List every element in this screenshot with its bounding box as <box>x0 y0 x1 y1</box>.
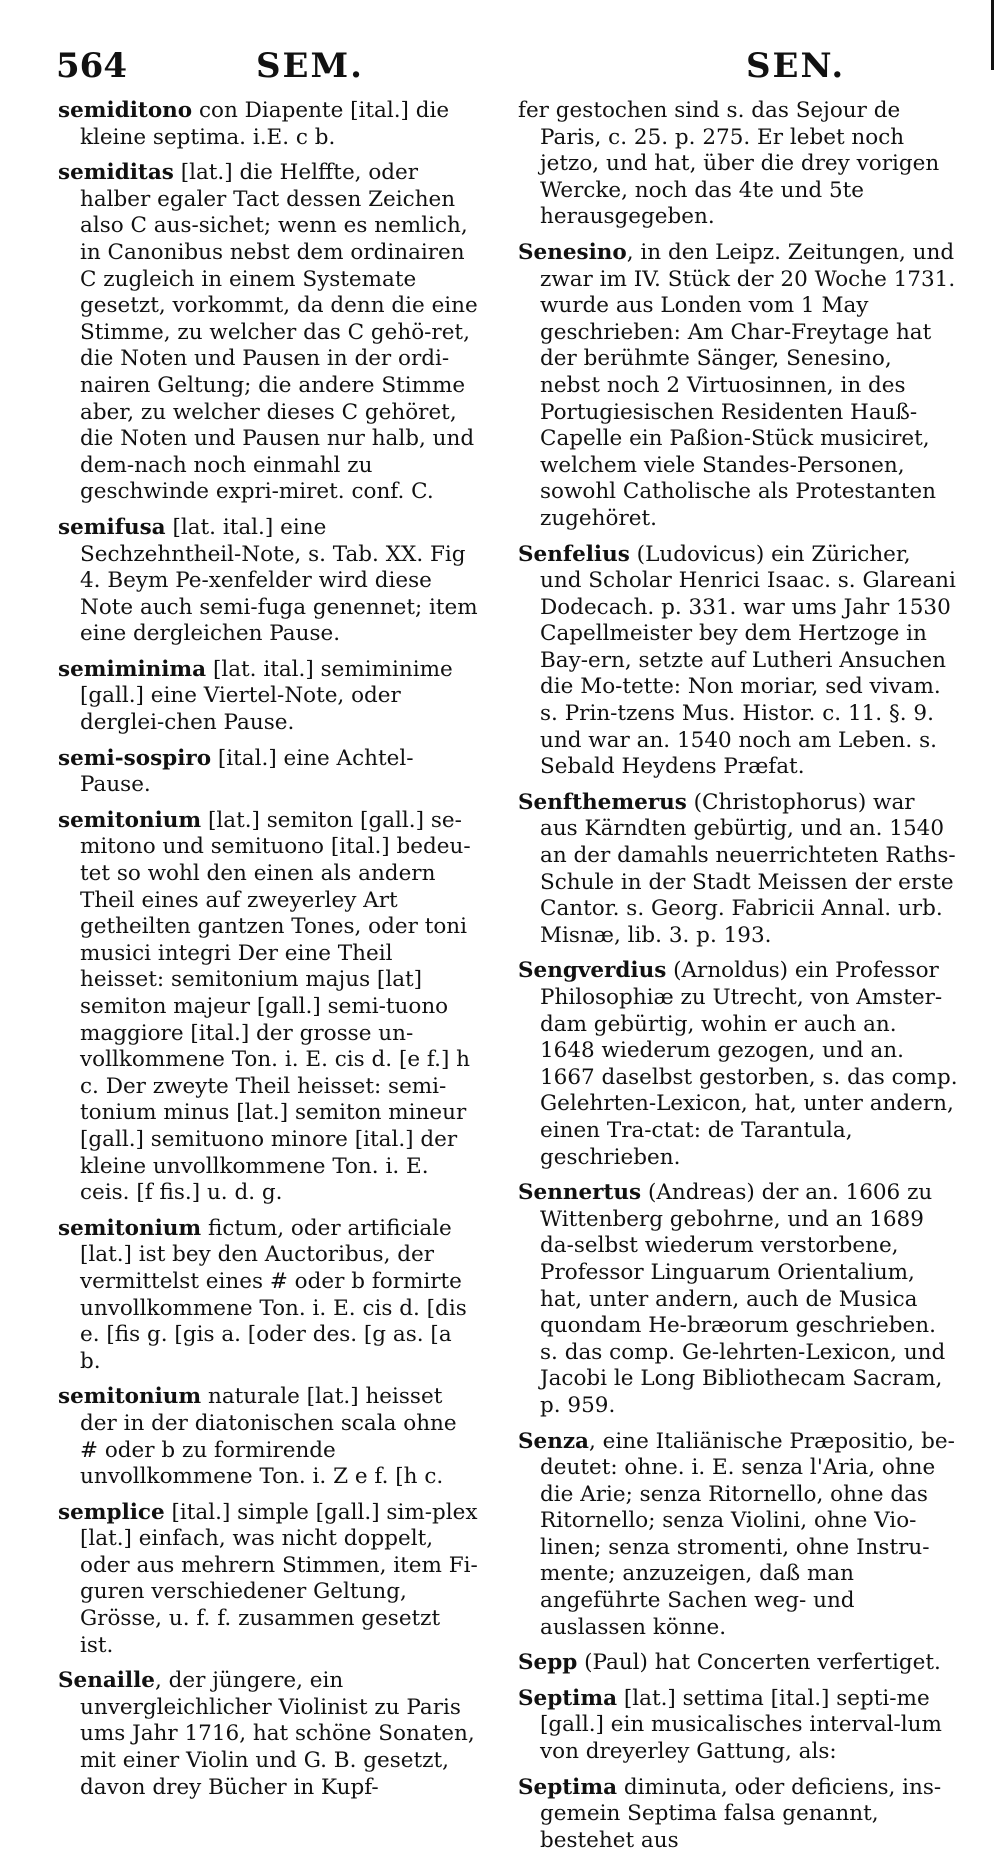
dictionary-entry <box>518 1686 958 1766</box>
entry-term: semiditono <box>58 98 193 123</box>
entry-text: , in den Leipz. Zeitungen, und zwar im IV. Stück der 20 Woche 1731. wurde aus Londen vom 1 May geschrieben: Am Char-Freytage hat der berühmte Sänger, Senesino, nebst noch 2 Virtuosinnen, in des Portugiesischen Residenten Hauß-Capelle ein Paßion-Stück musiciret, welchem viele Standes-Personen, sowohl Catholische als Protestanten zugehöret. <box>540 239 956 531</box>
entry-text: (Andreas) der an. 1606 zu Wittenberg gebohrne, und an 1689 da-selbst wiederum verstorbene, Professor Linguarum Orientalium, hat, unter andern, auch de Musica quondam He-bræorum geschrieben. s. das comp. Ge-lehrten-Lexicon, und Jacobi le Long Bibliothecam Sacram, p. 959. <box>540 1180 946 1418</box>
dictionary-entry <box>518 958 958 1171</box>
entry-text: diminuta, oder deficiens, ins-gemein Septima falsa genannt, bestehet aus <box>540 1774 942 1853</box>
entry-text: [lat.] semiton [gall.] se-mitono und semituono [ital.] bedeu-tet so wohl den einen als andern Theil eines auf zweyerley Art getheilten gantzen Tones, oder toni musici integri Der eine Theil heisset: semitonium majus [lat] semiton majeur [gall.] semi-tuono maggiore [ital.] der grosse un-vollkommene Ton. i. E. cis d. [e f.] h c. Der zweyte Theil heisset: semi-tonium minus [lat.] semiton mineur [gall.] semituono minore [ital.] der kleine unvollkommene Ton. i. E. ceis. [f fis.] u. d. g. <box>80 807 471 1206</box>
right-column <box>518 98 958 1863</box>
dictionary-entry-continuation <box>518 98 958 231</box>
entry-term: semifusa <box>58 514 166 540</box>
entry-text: [ital.] simple [gall.] sim-plex [lat.] einfach, was nicht doppelt, oder aus mehrern Stimmen, item Fi-guren verschiedener Geltung, Grösse, u. f. f. zusammen gesetzt ist. <box>80 1499 478 1658</box>
dictionary-entry <box>518 1429 958 1642</box>
dictionary-entry <box>518 1775 958 1855</box>
entry-term: semplice <box>58 1499 165 1525</box>
entry-term: Senaille <box>58 1668 155 1694</box>
entry-text: (Paul) hat Concerten verfertiget. <box>577 1650 941 1676</box>
entry-term: semitonium <box>58 1384 202 1410</box>
entry-text: con Diapente [ital.] die kleine septima. i.E. c b. <box>80 98 450 150</box>
entry-term: Senesino <box>518 239 627 265</box>
page-edge-rule <box>991 0 994 70</box>
entry-text: fer gestochen sind s. das Sejour de Paris, c. 25. p. 275. Er lebet noch jetzo, und hat, über die drey vorigen Wercke, noch das 4te und 5te herausgegeben. <box>518 98 940 230</box>
entry-term: semitonium <box>58 807 202 833</box>
entry-text: , der jüngere, ein unvergleichlicher Violinist zu Paris ums Jahr 1716, hat schöne Sonaten, mit einer Violin und G. B. gesetzt, davon drey Bücher in Kupf- <box>80 1668 475 1800</box>
entry-term: Sepp <box>518 1650 578 1676</box>
dictionary-entry <box>58 1216 478 1376</box>
entry-term: Septima <box>518 1774 618 1800</box>
dictionary-entry <box>58 1384 478 1490</box>
dictionary-entry <box>518 1650 958 1677</box>
entry-text: , eine Italiänische Præpositio, be-deutet: ohne. i. E. senza l'Aria, ohne die Arie; senza Ritornello, ohne das Ritornello; senza Violini, ohne Vio-linen; senza stromenti, ohne Instru-mente; anzuzeigen, daß man angeführte Sachen weg- und auslassen könne. <box>540 1428 955 1640</box>
running-header <box>56 40 960 90</box>
entry-term: semi-sospiro <box>58 745 212 771</box>
entry-term: Sengverdius <box>518 958 667 984</box>
entry-term: Sennertus <box>518 1180 642 1206</box>
entry-term: semiditas <box>58 160 174 186</box>
entry-term: Senza <box>518 1428 589 1454</box>
dictionary-entry <box>58 808 478 1207</box>
dictionary-entry <box>518 542 958 781</box>
entry-term: Senfelius <box>518 541 630 567</box>
dictionary-entry <box>58 1500 478 1660</box>
entry-term: semitonium <box>58 1215 202 1241</box>
dictionary-entry <box>518 1180 958 1419</box>
dictionary-entry <box>58 98 478 151</box>
page-number: 564 <box>56 46 127 86</box>
left-column <box>58 98 478 1810</box>
dictionary-entry <box>58 1668 478 1801</box>
entry-text: (Ludovicus) ein Züricher, und Scholar Henrici Isaac. s. Glareani Dodecach. p. 331. war ums Jahr 1530 Capellmeister bey dem Hertzoge in Bay-ern, setzte auf Lutheri Ansuchen die Mo-tette: Non moriar, sed vivam. s. Prin-tzens Mus. Histor. c. 11. §. 9. und war an. 1540 noch am Leben. s. Sebald Heydens Præfat. <box>540 541 956 780</box>
dictionary-entry <box>58 160 478 506</box>
dictionary-entry <box>518 790 958 950</box>
entry-text: [lat.] die Helffte, oder halber egaler Tact dessen Zeichen also C aus-sichet; wenn es nemlich, in Canonibus nebst dem ordinairen C zugleich in einem Systemate gesetzt, vorkommt, da denn die eine Stimme, zu welcher das C gehö-ret, die Noten und Pausen in der ordi-nairen Geltung; die andere Stimme aber, zu welcher dieses C gehöret, die Noten und Pausen nur halb, und dem-nach noch einmahl zu geschwinde expri-miret. conf. C. <box>80 160 478 505</box>
entry-text: naturale [lat.] heisset der in der diatonischen scala ohne # oder b zu formirende unvollkommene Ton. i. Z e f. [h c. <box>80 1384 457 1490</box>
dictionary-entry <box>58 657 478 737</box>
entry-text: [ital.] eine Achtel-Pause. <box>80 745 414 798</box>
entry-text: (Arnoldus) ein Professor Philosophiæ zu Utrecht, von Amster-dam gebürtig, wohin er auch an. 1648 wiederum gezogen, und an. 1667 daselbst gestorben, s. das comp. Gelehrten-Lexicon, hat, unter andern, einen Tra-ctat: de Tarantula, geschrieben. <box>540 958 958 1170</box>
entry-text: [lat.] settima [ital.] septi-me [gall.] ein musicalisches interval-lum von dreyerley Gattung, als: <box>540 1685 942 1765</box>
right-column-head: SEN. <box>746 46 846 86</box>
entry-text: (Christophorus) war aus Kärndten gebürtig, und an. 1540 an der damahls neuerrichteten Raths-Schule in der Stadt Meissen der erste Cantor. s. Georg. Fabricii Annal. urb. Misnæ, lib. 3. p. 193. <box>540 789 956 948</box>
dictionary-entry <box>58 746 478 799</box>
left-column-head: SEM. <box>256 46 364 86</box>
dictionary-entry <box>58 515 478 648</box>
entry-term: Senfthemerus <box>518 789 687 815</box>
entry-text: [lat. ital.] semiminime [gall.] eine Viertel-Note, oder derglei-chen Pause. <box>80 656 453 736</box>
entry-text: [lat. ital.] eine Sechzehntheil-Note, s. Tab. XX. Fig 4. Beym Pe-xenfelder wird diese Note auch semi-fuga genennet; item eine dergleichen Pause. <box>80 514 478 647</box>
entry-term: Septima <box>518 1685 618 1711</box>
dictionary-entry <box>518 240 958 533</box>
entry-text: fictum, oder artificiale [lat.] ist bey den Auctoribus, der vermittelst eines # oder b formirte unvollkommene Ton. i. E. cis d. [dis e. [fis g. [gis a. [oder des. [g as. [a b. <box>80 1215 467 1374</box>
entry-term: semiminima <box>58 656 207 682</box>
